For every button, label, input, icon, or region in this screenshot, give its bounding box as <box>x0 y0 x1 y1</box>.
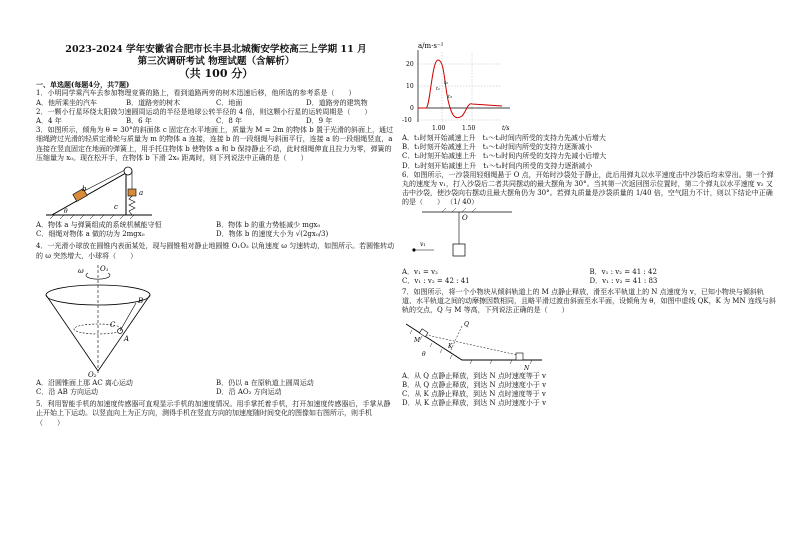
q1-option: B．道路旁的树木 <box>126 98 181 107</box>
label-N: N <box>524 364 530 372</box>
q6-fraction-den: 40） <box>462 198 479 207</box>
spring <box>129 196 135 215</box>
graph-xlabel: t/s <box>502 125 510 132</box>
t3-label: t₃ <box>448 94 453 100</box>
total-score: （共 100 分） <box>178 67 254 80</box>
q5-option: C．t₂时刻开始减速上升 t₁～t₃时间内所受的支持力先减小后增大 <box>402 152 607 161</box>
q3-option: B．物体 b 的重力势能减少 mgx₀ <box>216 221 321 230</box>
q4-option: A．沿圆锥面上那 AC 离心运动 <box>36 378 133 387</box>
q6-option: D．v₁ : v₂ = 41 : 83 <box>589 276 658 285</box>
page-title-line2: 第三次调研考试 物理试题（含解析） <box>137 56 295 67</box>
q4-options <box>36 379 396 397</box>
q4-option: D．沿 AO₂ 方向运动 <box>216 388 282 397</box>
ytick-neg10: -10 <box>402 117 412 124</box>
q7-options <box>402 372 777 409</box>
q3-incline-figure <box>44 163 154 221</box>
line-MN <box>422 334 522 356</box>
label-omega: ω <box>78 266 84 275</box>
q4-option: C．沿 AB 方向运动 <box>36 388 99 397</box>
q1-options <box>36 99 396 108</box>
q2-stem: 2．一颗小行星环绕太阳做匀速圆周运动的半径是地球公转半径的 4 倍，则这颗小行星的运转周期是（ ） <box>36 107 372 116</box>
section-heading: 一、单选题(每题4分，共7题) <box>36 80 130 90</box>
q1-option: D．道路旁的建筑物 <box>306 98 368 107</box>
q3-options <box>36 221 396 239</box>
q6-stem-text: 6．如图所示，一沙袋用轻细绳悬于 O 点，开始时沙袋处于静止，此后用弹丸以水平速度击中沙袋后均未穿出。第一个弹丸的速度为 v₁，打入沙袋后二者共同摆动的最大摆角为 30°。当其第一次返回图示位置时，第二个弹丸以水平速度 v₂ 又击中沙袋，使沙袋向右摆动且最大摆角仍为 30°。若弹丸质量是沙袋质量的 1/40 倍，空气阻力不计，则以下结论中正确的是（ ） <box>402 170 774 207</box>
q4-cone-figure <box>40 261 160 379</box>
t2-label: t₂ <box>444 80 449 86</box>
q5-option: A．t₁时刻开始减速上升 t₁～t₃时间内所受的支持力先减小后增大 <box>402 134 606 142</box>
q3-stem: 3．如图所示，倾角为 θ = 30°的斜面体 c 固定在水平地面上，质量为 M = 2m 的物体 b 置于光滑的斜面上，通过细绳跨过光滑的轻质定滑轮与质量为 m 的物体 a 连接，连接 b 的一段细绳与斜面平行，连接 a 的一段细绳竖直，a 连接在竖直固定在地面的弹簧上，用手托住物体 b 使物体 a 和 b 保持静止不动，此时细绳伸直且拉力为零，弹簧的压缩量为 x₀。现在松开手，在物体 b 下滑 2x₀ 距离时，则下列说法中正确的是（ ） <box>36 126 393 162</box>
q6-fraction-num: （1/ <box>446 198 461 207</box>
cone-side-right <box>98 295 150 371</box>
page-title-line1: 2023-2024 学年安徽省合肥市长丰县北城衡安学校高三上学期 11 月 <box>65 44 367 55</box>
label-K: K <box>448 342 453 350</box>
pulley <box>124 167 132 175</box>
t1-label: t₁ <box>436 86 441 92</box>
q7-option: A．从 Q 点静止释放，到达 N 点时速度等于 v <box>402 371 546 380</box>
label-C: C <box>110 320 116 329</box>
q5-stem: 5．利用智能手机的加速度传感器可直观显示手机的加速度情况。用手掌托着手机，打开加速度传感器后，手掌从静止开始上下运动。以竖直向上为正方向，测得手机在竖直方向的加速度随时间变化的图像如右图所示，则手机（ ） <box>36 400 391 427</box>
q6-pendulum-figure <box>402 208 762 268</box>
q1-stem: 1．小明同学乘汽车去参加物理竞赛的路上，看到道路两旁的树木迅速后移，他所选的参考系是（ ） <box>36 89 356 98</box>
q7-option: D．从 K 点静止释放，到达 N 点时速度小于 v <box>402 399 547 408</box>
q5-options <box>402 134 777 171</box>
block-a <box>128 189 136 196</box>
track-hatch <box>410 330 532 364</box>
block-N <box>516 353 523 360</box>
q7-option: B．从 Q 点静止释放，到达 N 点时速度小于 v <box>402 380 547 389</box>
q6-option: A．v₁ = v₂ <box>402 267 438 276</box>
q4-option: B．仍以 a 在原轨道上圆周运动 <box>216 378 314 387</box>
ytick-0: 0 <box>410 105 414 112</box>
q7-stem: 7．如图所示，将一个小物块从倾斜轨道上的 M 点静止释放，滑至水平轨道上的 N 点速度为 v，已知小物块与倾斜轨道、水平轨道之间的动摩擦因数相同，且略平滑过渡由斜面至水平面，设倾角为 θ，如图中虚线 QK，K 为 MN 连线与斜轨的交点，Q 与 M 等高，下列说法正确的是（ ） <box>402 288 776 315</box>
label-O1: O₁ <box>100 264 109 273</box>
block-M <box>419 328 428 336</box>
label-A: A <box>124 334 130 343</box>
q2-option: D．9 年 <box>306 117 333 126</box>
bullet <box>412 248 415 251</box>
q6-option: C．v₁ : v₂ = 42 : 41 <box>402 276 470 285</box>
q1-option: C．地面 <box>216 98 243 107</box>
q7-track-figure <box>402 316 552 372</box>
q5-option: B．t₁时刻开始减速上升 t₁～t₃时间内所受的支持力逐渐减小 <box>402 143 593 152</box>
right-column <box>402 40 777 408</box>
ground-hatch <box>50 215 134 219</box>
label-Q: Q <box>464 320 469 328</box>
q3-option: D．物体 b 的速度大小为 √(2gx₀/3) <box>216 230 329 239</box>
q5-option: D．t₂时刻开始减速上升 t₁～t₃时间内所受的支持力逐渐减小 <box>402 161 593 170</box>
q2-options <box>36 117 396 126</box>
q6-options <box>402 268 777 286</box>
q2-option: C．8 年 <box>216 117 243 126</box>
q3-option: C．细绳对物体 a 做的功为 2mgx₀ <box>36 230 145 239</box>
label-O2: O₂ <box>88 370 97 379</box>
q3-option: A．物体 a 与弹簧组成的系统机械能守恒 <box>36 221 162 230</box>
label-O: O <box>462 213 468 222</box>
q5-acceleration-graph <box>402 40 522 134</box>
graph-ylabel: a/m·s⁻² <box>418 42 444 50</box>
label-theta: θ <box>64 208 68 216</box>
label-M: M <box>414 336 421 344</box>
ytick-10: 10 <box>406 83 414 90</box>
label-theta: θ <box>422 350 426 358</box>
label-b: b <box>82 185 87 194</box>
q7-option: C．从 K 点静止释放，到达 N 点时速度等于 v <box>402 390 546 399</box>
q2-option: B．6 年 <box>126 117 152 126</box>
label-v1: v₁ <box>420 240 426 248</box>
label-c: c <box>114 203 118 212</box>
q2-option: A．4 年 <box>36 117 62 126</box>
ytick-20: 20 <box>406 61 414 68</box>
sandbag <box>453 244 465 256</box>
cone-side-left <box>46 295 98 371</box>
left-column <box>36 44 396 428</box>
q6-stem <box>402 171 777 208</box>
label-B: B <box>138 296 144 305</box>
xtick-1: 1.00 <box>432 125 446 132</box>
q4-stem: 4．一光滑小球放在圆锥内表面某处，现与圆锥相对静止地圆锥 O₁O₂ 以角速度 ω 匀速转动，如图所示。若圆锥转动的 ω 突然增大，小球将（ ） <box>36 242 395 260</box>
label-a: a <box>139 189 144 198</box>
q6-option: B．v₁ : v₂ = 41 : 42 <box>589 267 657 276</box>
acceleration-curve <box>418 60 502 118</box>
xtick-2: 1.50 <box>462 125 476 132</box>
q1-option: A．他所乘坐的汽车 <box>36 98 98 107</box>
